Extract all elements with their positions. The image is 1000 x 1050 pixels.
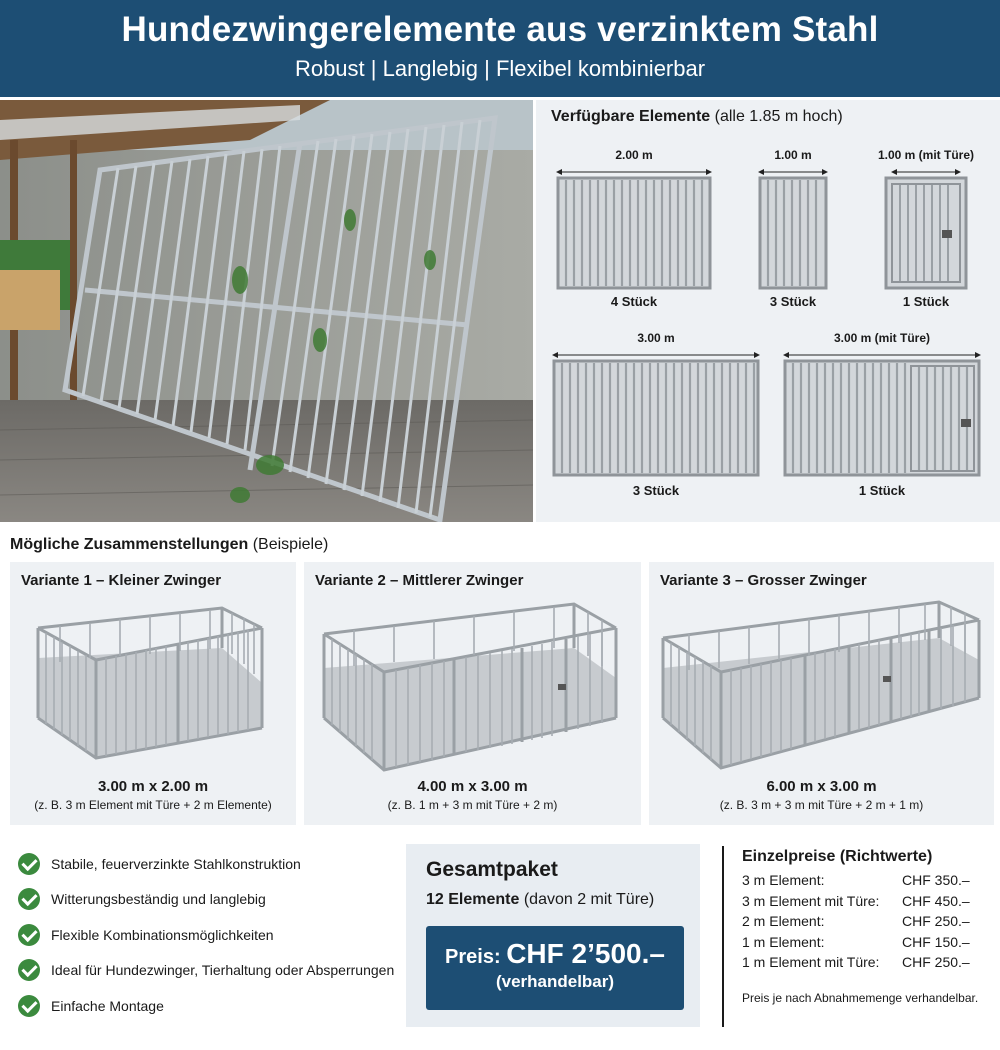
checkmark-icon — [18, 995, 40, 1017]
price-badge — [426, 926, 684, 1010]
door-panel-icon — [783, 359, 981, 477]
elements-title: Verfügbare Elemente (alle 1.85 m hoch) — [551, 108, 843, 125]
feature-list — [18, 846, 398, 1024]
list-item: Stabile, feuerverzinkte Stahlkonstruktion — [18, 846, 398, 882]
checkmark-icon — [18, 888, 40, 910]
single-prices — [742, 848, 992, 1005]
variant-size: 3.00 m x 2.00 m — [97, 778, 209, 795]
price-row: 2 m Element: CHF 250.– — [742, 913, 970, 929]
variant-3-card — [649, 562, 994, 825]
dimension-arrow-icon — [876, 168, 976, 176]
price-row: 1 m Element mit Türe: CHF 250.– — [742, 954, 970, 970]
price-label: Preis: — [445, 946, 507, 968]
checkmark-icon — [18, 924, 40, 946]
element-count: 4 Stück — [610, 294, 658, 309]
fence-panel-icon — [556, 176, 712, 290]
variant-2-card — [304, 562, 641, 825]
variant-description: (z. B. 3 m Element mit Türe + 2 m Elemente) — [34, 798, 272, 812]
variant-description: (z. B. 3 m + 3 m mit Türe + 2 m + 1 m) — [719, 798, 924, 812]
variant-title: Variante 2 – Mittlerer Zwinger — [315, 572, 524, 589]
element-3m-door — [783, 331, 981, 503]
page-subtitle: Robust | Langlebig | Flexibel kombinierbar — [294, 56, 706, 81]
package-count: 12 Elemente (davon 2 mit Türe) — [426, 891, 655, 908]
kennel-large-icon — [649, 598, 994, 774]
element-count: 3 Stück — [769, 294, 817, 309]
element-2m — [556, 148, 712, 314]
kennel-small-icon — [10, 598, 296, 774]
product-photo — [0, 100, 533, 522]
package-box — [406, 844, 700, 1027]
divider — [722, 846, 724, 1027]
dimension-arrow-icon — [556, 168, 712, 176]
kennel-medium-icon — [304, 598, 641, 774]
single-prices-title: Einzelpreise (Richtwerte) — [742, 848, 933, 865]
element-1m — [758, 148, 828, 314]
element-count: 1 Stück — [858, 483, 906, 498]
price-value: CHF 2’500.– — [506, 938, 665, 969]
checkmark-icon — [18, 853, 40, 875]
element-dimension: 3.00 m — [637, 331, 675, 345]
fence-panel-icon — [552, 359, 760, 477]
door-panel-icon — [876, 176, 976, 290]
variant-size: 4.00 m x 3.00 m — [417, 778, 528, 795]
price-note: Preis je nach Abnahmemenge verhandelbar. — [742, 990, 979, 1005]
dimension-arrow-icon — [552, 351, 760, 359]
element-dimension: 1.00 m — [774, 148, 812, 162]
list-item: Ideal für Hundezwinger, Tierhaltung oder Absperrungen — [18, 953, 398, 989]
element-dimension: 3.00 m (mit Türe) — [833, 331, 931, 345]
list-item: Einfache Montage — [18, 988, 398, 1024]
price-row: 1 m Element: CHF 150.– — [742, 933, 970, 950]
list-item: Flexible Kombinationsmöglichkeiten — [18, 917, 398, 953]
element-1m-door — [876, 148, 976, 314]
fence-panel-icon — [758, 176, 828, 290]
page-title: Hundezwingerelemente aus verzinktem Stahl — [121, 10, 879, 49]
dimension-arrow-icon — [783, 351, 981, 359]
price-negotiable: (verhandelbar) — [495, 972, 615, 991]
price-row: 3 m Element: CHF 350.– — [742, 872, 970, 888]
checkmark-icon — [18, 959, 40, 981]
element-count: 1 Stück — [902, 294, 950, 309]
dimension-arrow-icon — [758, 168, 828, 176]
variant-1-card — [10, 562, 296, 825]
list-item: Witterungsbeständig und langlebig — [18, 882, 398, 918]
combinations-title: Mögliche Zusammenstellungen (Beispiele) — [10, 536, 329, 553]
page-header — [0, 0, 1000, 97]
variant-description: (z. B. 1 m + 3 m mit Türe + 2 m) — [387, 798, 558, 812]
element-dimension: 1.00 m (mit Türe) — [877, 148, 975, 162]
element-3m — [552, 331, 760, 503]
element-dimension: 2.00 m — [615, 148, 653, 162]
variant-title: Variante 3 – Grosser Zwinger — [660, 572, 867, 589]
price-row: 3 m Element mit Türe: CHF 450.– — [742, 892, 970, 909]
variant-title: Variante 1 – Kleiner Zwinger — [21, 572, 222, 589]
available-elements-panel — [536, 100, 1000, 522]
package-title: Gesamtpaket — [426, 858, 558, 881]
variant-size: 6.00 m x 3.00 m — [766, 778, 877, 795]
element-count: 3 Stück — [632, 483, 680, 498]
